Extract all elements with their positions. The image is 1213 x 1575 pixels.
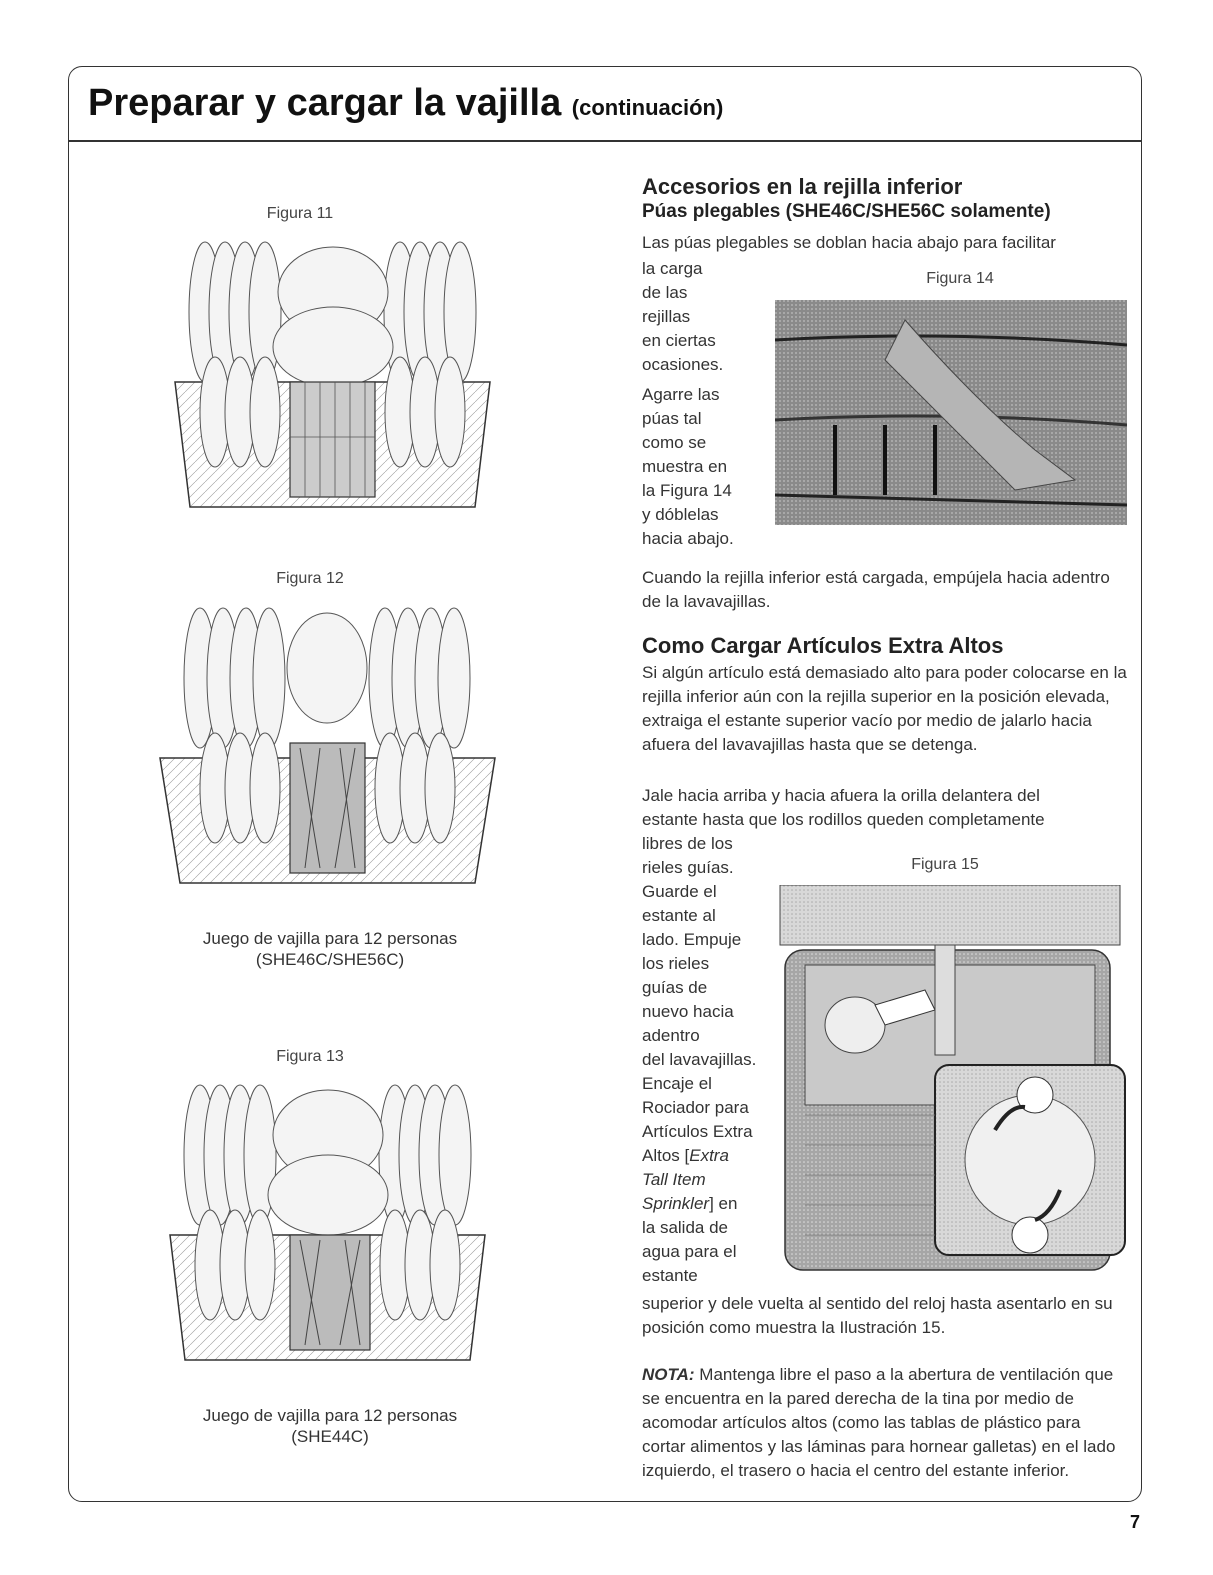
figure-15-label: Figura 15 [911, 856, 979, 873]
subheading-folding-tines: Púas plegables (SHE46C/SHE56C solamente) [642, 201, 1051, 222]
tines-wrap-text: la carga de las rejillas en ciertas ocasiones. Agarre las púas tal como se muestra en la Figura 14 y dóblelas hacia abajo. [642, 259, 734, 548]
header-rule [68, 140, 1142, 142]
figure-12-illustration [145, 598, 510, 898]
figure-12-label: Figura 12 [276, 570, 344, 587]
figure-15-illustration [775, 885, 1127, 1285]
page-title: Preparar y cargar la vajilla (continuación) [88, 82, 724, 124]
section-heading-accessories: Accesorios en la rejilla inferior [642, 174, 963, 199]
figure-11-illustration [155, 232, 510, 527]
paragraph-rotate-sprinkler: superior y dele vuelta al sentido del reloj hasta asentarlo en su posición como muestra la Ilustración 15. [642, 1294, 1113, 1337]
figure-13-illustration [150, 1075, 505, 1375]
tall-items-wrap-text: rieles guías. Guarde el estante al lado. Empuje los rieles guías de nuevo hacia adentro del lavavajillas. Encaje el Rociador para Artículos Extra Altos [Extra Tall Item Sprinkler] en la salida de agua para el estante [642, 858, 757, 1285]
section-heading-tall-items: Como Cargar Artículos Extra Altos [642, 633, 1004, 658]
page-subtitle: (continuación) [571, 95, 724, 120]
note-label: NOTA: [642, 1365, 695, 1384]
figure-11-label: Figura 11 [266, 205, 334, 222]
figure-14-label: Figura 14 [926, 270, 994, 287]
paragraph-push-rack: Cuando la rejilla inferior está cargada, empújela hacia adentro de la lavavajillas. [642, 568, 1110, 611]
paragraph-tines-intro: Las púas plegables se doblan hacia abajo para facilitar [642, 233, 1056, 252]
figure-14-photo [775, 300, 1127, 525]
figure-13-caption: Juego de vajilla para 12 personas (SHE44C) [202, 1406, 458, 1446]
paragraph-tall-items-1: Si algún artículo está demasiado alto para poder colocarse en la rejilla inferior aún con la rejilla superior en la posición elevada, extraiga el estante superior vacío por medio de jalarlo hacia afuera del lavavajillas hasta que se detenga. [642, 663, 1127, 754]
figure-12-caption: Juego de vajilla para 12 personas (SHE46C/SHE56C) [202, 929, 458, 969]
page-number: 7 [1130, 1512, 1141, 1532]
paragraph-note: NOTA: Mantenga libre el paso a la abertura de ventilación que se encuentra en la pared derecha de la tina por medio de acomodar artículos altos (como las tablas de plástico para cortar alimentos y las láminas para hornear galletas) en el lado izquierdo, el trasero o hacia el centro del estante inferior. [642, 1365, 1116, 1480]
figure-13-label: Figura 13 [276, 1048, 344, 1065]
paragraph-tall-items-2: Jale hacia arriba y hacia afuera la orilla delantera del estante hasta que los rodillos queden completamente libres de los [642, 786, 1045, 853]
